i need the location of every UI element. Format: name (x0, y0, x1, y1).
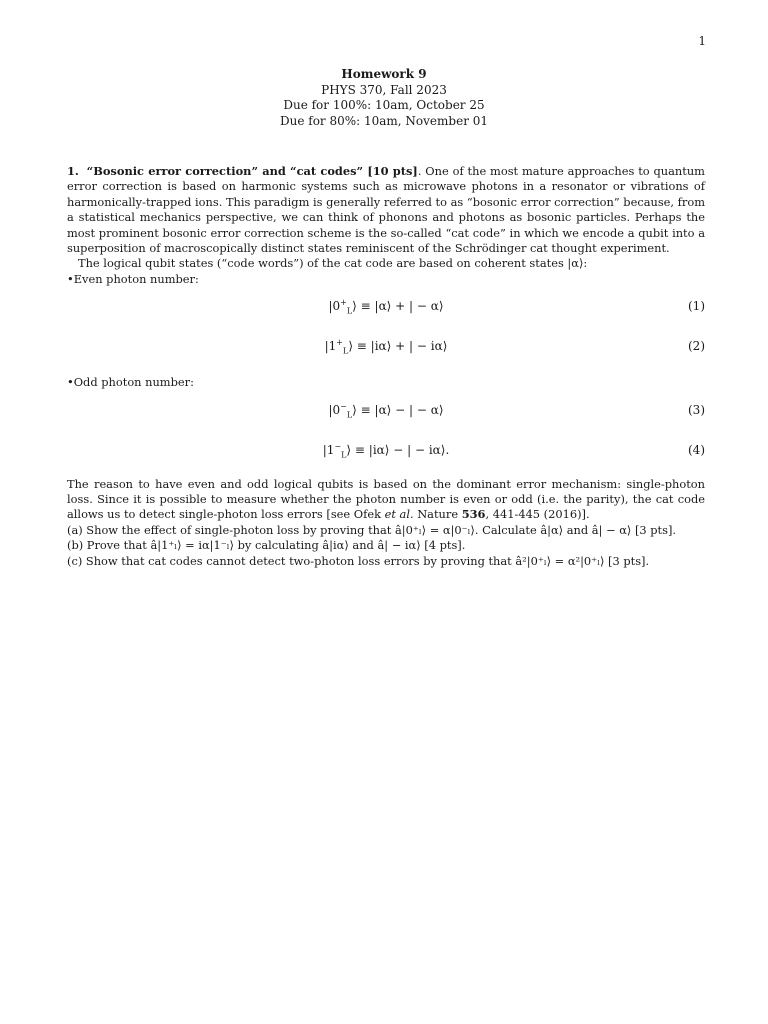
equation-4 (67, 431, 705, 471)
problem-1 (67, 164, 705, 569)
equation-body: $|1^-_L⟩$ ≡ |iα⟩ − | − iα⟩. (322, 441, 450, 460)
course-line: PHYS 370, Fall 2023 (321, 82, 447, 97)
equation-number: (3) (688, 402, 705, 417)
part-c: (c) Show that cat codes cannot detect two-photon loss errors by proving that â²|0⁺ₗ⟩ = α²|0⁺ₗ⟩ [3 pts]. (67, 553, 650, 568)
assignment-title: Homework 9 (341, 67, 427, 81)
problem-number: 1. (67, 164, 79, 178)
problem-intro (67, 164, 705, 256)
equation-number: (2) (688, 339, 705, 354)
due-date-full: Due for 100%: 10am, October 25 (283, 98, 485, 112)
equation-1 (67, 287, 705, 327)
journal-volume: 536 (461, 507, 486, 522)
page-number: 1 (698, 34, 706, 48)
part-a: (a) Show the effect of single-photon loss by proving that â|0⁺ₗ⟩ = α|0⁻ₗ⟩. Calculate â|α⟩ and â| − α⟩ [3 pts]. (67, 522, 677, 537)
error-mechanism-paragraph: The reason to have even and odd logical qubits is based on the dominant error mechanism: single-photon loss. Since it is possible to measure whether the photon number is even or odd (i.e. the parity), the cat code allows us to detect single-photon loss errors [see Ofek et al. Nature 536, 441-445 (2016)]. (67, 476, 705, 522)
equation-number: (4) (688, 442, 705, 457)
equation-body: $|1^+_L⟩$ ≡ |iα⟩ + | − iα⟩ (324, 338, 448, 356)
equation-2 (67, 327, 705, 367)
equation-body: $|0^-_L⟩$ ≡ |α⟩ − | − α⟩ (328, 401, 444, 420)
part-b: (b) Prove that â|1⁺ₗ⟩ = iα|1⁻ₗ⟩ by calculating â|iα⟩ and â| − iα⟩ [4 pts]. (67, 538, 466, 553)
assignment-header (0, 67, 768, 129)
codewords-sentence: The logical qubit states (“code words”) of the cat code are based on coherent states |α⟩: (78, 256, 588, 271)
equation-3 (67, 391, 705, 431)
problem-intro-text: . One of the most mature approaches to quantum error correction is based on harmonic systems such as microwave photons in a resonator or vibrations of harmonically-trapped ions. This paradigm is generally referred to as “bosonic error correction” because, from a statistical mechanics perspective, we can think of phonons and photons as bosonic particles. Perhaps the most prominent bosonic error correction scheme is the so-called “cat code” in which we encode a qubit into a superposition of macroscopically distinct states reminiscent of the Schrödinger cat thought experiment. (67, 164, 705, 256)
odd-photon-label: •Odd photon number: (67, 375, 194, 390)
equation-body: $|0^+_L⟩$ ≡ |α⟩ + | − α⟩ (328, 298, 444, 316)
et-al: et al. (384, 507, 414, 522)
due-date-partial: Due for 80%: 10am, November 01 (279, 113, 489, 128)
problem-heading: “Bosonic error correction” and “cat codes” [10 pts] (86, 164, 418, 178)
equation-number: (1) (688, 299, 705, 314)
even-photon-label: •Even photon number: (67, 271, 199, 286)
